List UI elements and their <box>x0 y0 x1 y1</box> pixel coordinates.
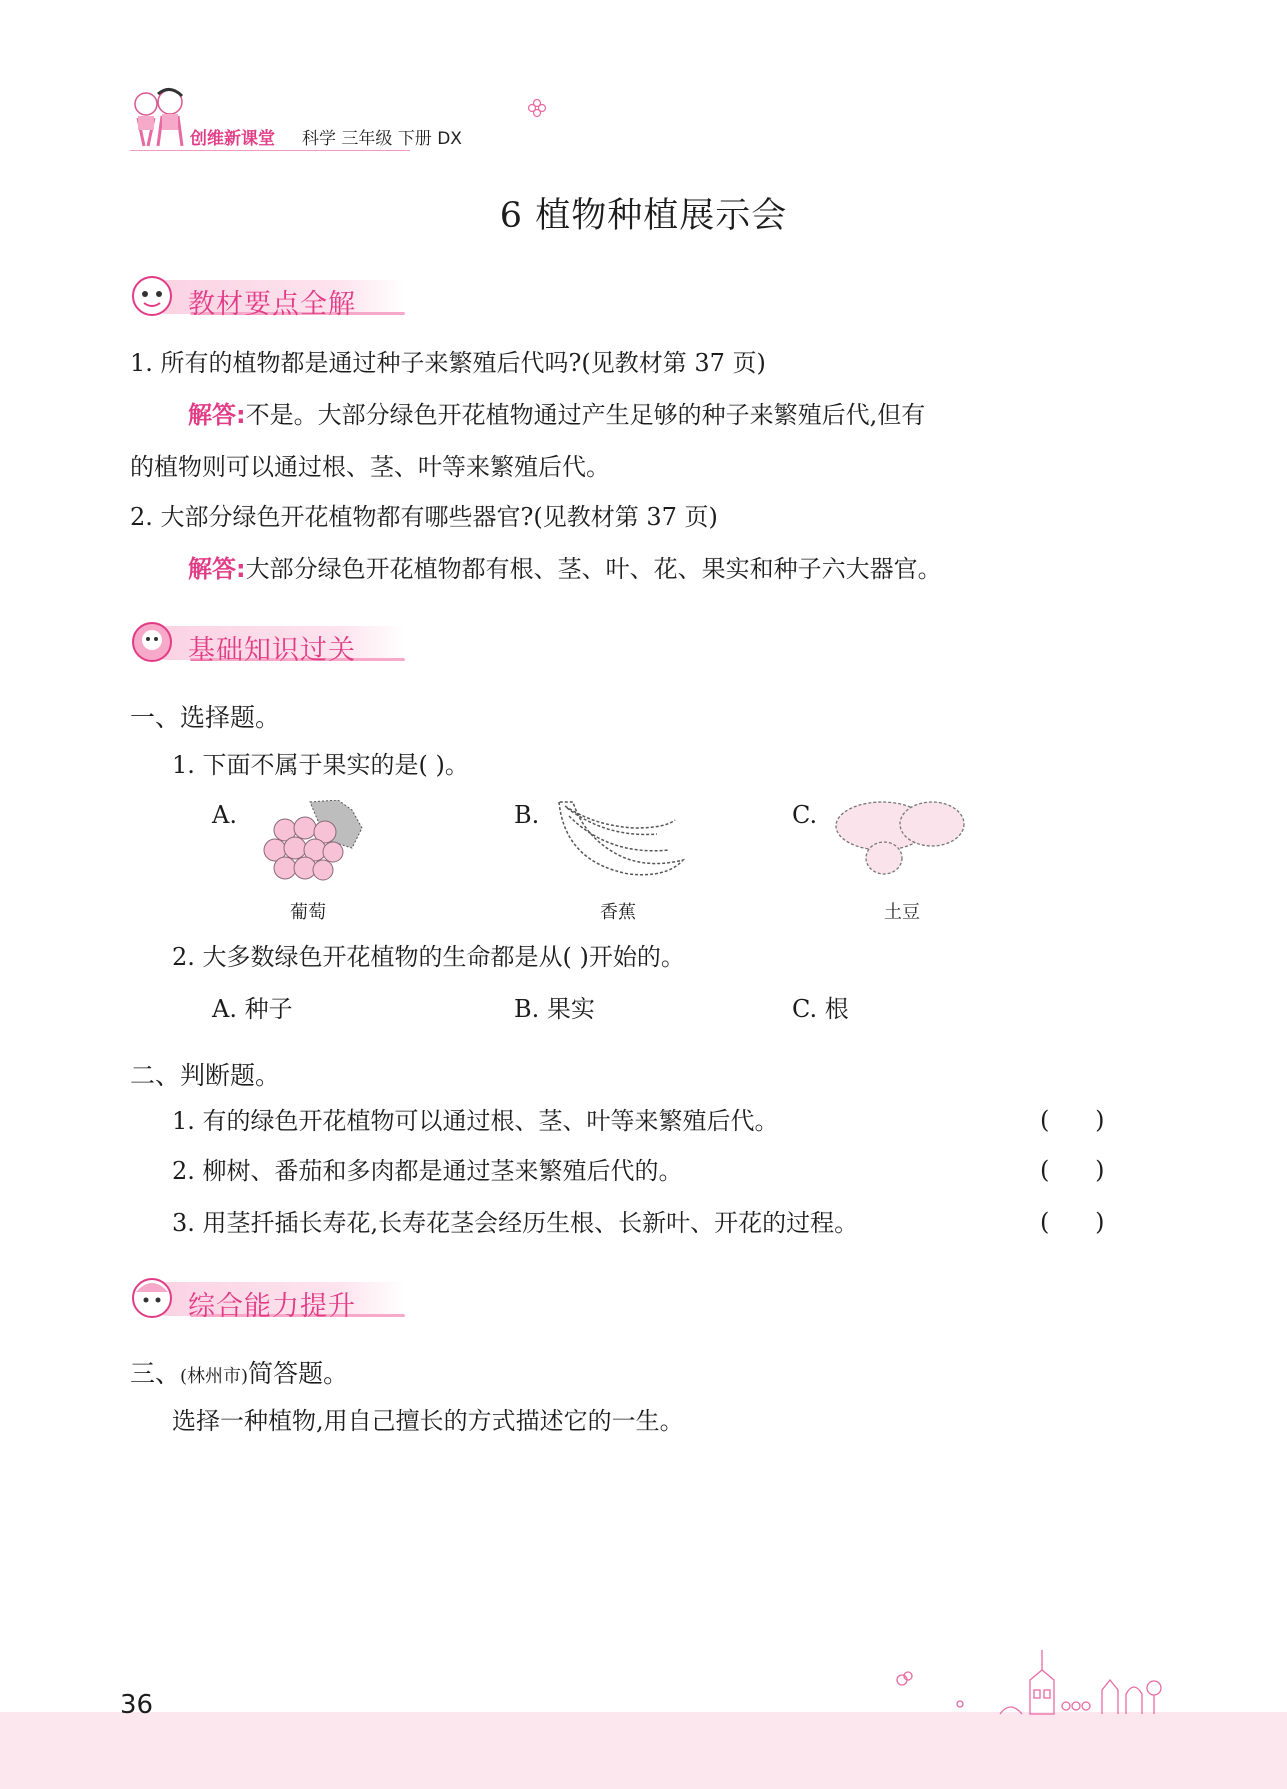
section-title: 基础知识过关 <box>188 635 356 666</box>
answer-blank[interactable]: ( ) <box>1040 1208 1105 1236</box>
mascot-icon <box>130 620 178 670</box>
choice-heading: 一、选择题。 <box>130 703 281 732</box>
key-answer-2 <box>188 554 942 584</box>
option-letter: C. <box>792 801 818 829</box>
section-banner-comprehensive <box>130 1276 410 1324</box>
key-question-2: 2. 大部分绿色开花植物都有哪些器官?(见教材第 37 页) <box>130 503 718 531</box>
castle-decoration-icon <box>880 1648 1170 1718</box>
short-answer-heading <box>130 1354 348 1390</box>
answer-text: 不是。大部分绿色开花植物通过产生足够的种子来繁殖后代,但有 <box>245 401 926 429</box>
choice-option-b: B. 果实 <box>514 995 595 1023</box>
mascot-icon <box>130 274 178 324</box>
header-subject-info: 科学 三年级 下册 DX <box>302 129 462 149</box>
judge-heading: 二、判断题。 <box>130 1061 281 1090</box>
header-brand: 创维新课堂 <box>190 129 275 149</box>
judge-item-2: 2. 柳树、番茄和多肉都是通过茎来繁殖后代的。 <box>172 1157 683 1185</box>
section-banner-key-points <box>130 274 410 322</box>
choice-question-1: 1. 下面不属于果实的是( )。 <box>172 751 469 779</box>
option-caption: 土豆 <box>884 902 920 923</box>
key-question-1: 1. 所有的植物都是通过种子来繁殖后代吗?(见教材第 37 页) <box>130 349 766 377</box>
short-answer-question: 选择一种植物,用自己擅长的方式描述它的一生。 <box>172 1407 684 1435</box>
header-mascots-icon <box>128 84 190 150</box>
answer-blank[interactable]: ( ) <box>1040 1156 1105 1184</box>
choice-question-2: 2. 大多数绿色开花植物的生命都是从( )开始的。 <box>172 943 685 971</box>
answer-text: 大部分绿色开花植物都有根、茎、叶、花、果实和种子六大器官。 <box>245 555 942 583</box>
judge-item-3: 3. 用茎扦插长寿花,长寿花茎会经历生根、长新叶、开花的过程。 <box>172 1209 859 1237</box>
answer-blank[interactable]: ( ) <box>1040 1106 1105 1134</box>
heading-suffix: 简答题。 <box>248 1359 349 1388</box>
flower-decoration-icon <box>527 98 547 118</box>
option-caption: 香蕉 <box>600 902 636 923</box>
option-letter: B. <box>514 801 540 829</box>
heading-prefix: 三、 <box>130 1359 181 1388</box>
section-title: 教材要点全解 <box>188 289 356 320</box>
key-answer-1 <box>188 400 925 430</box>
choice-option-a: A. 种子 <box>212 995 293 1023</box>
banana-icon <box>555 798 685 878</box>
answer-label: 解答: <box>188 555 246 583</box>
lesson-title: 6 植物种植展示会 <box>499 196 788 236</box>
key-answer-1-continued: 的植物则可以通过根、茎、叶等来繁殖后代。 <box>130 453 610 481</box>
option-letter: A. <box>212 801 237 829</box>
grapes-icon <box>255 800 370 890</box>
header-divider <box>130 150 410 151</box>
option-caption: 葡萄 <box>290 902 326 923</box>
source-tag: (林州市) <box>180 1366 249 1387</box>
answer-label: 解答: <box>188 401 246 429</box>
section-title: 综合能力提升 <box>188 1291 356 1322</box>
footer-band <box>0 1712 1287 1789</box>
mascot-icon <box>130 1276 178 1326</box>
judge-item-1: 1. 有的绿色开花植物可以通过根、茎、叶等来繁殖后代。 <box>172 1107 779 1135</box>
choice-option-c: C. 根 <box>792 995 849 1023</box>
potato-icon <box>832 796 970 878</box>
page-number: 36 <box>120 1690 154 1720</box>
section-banner-basics <box>130 620 410 668</box>
